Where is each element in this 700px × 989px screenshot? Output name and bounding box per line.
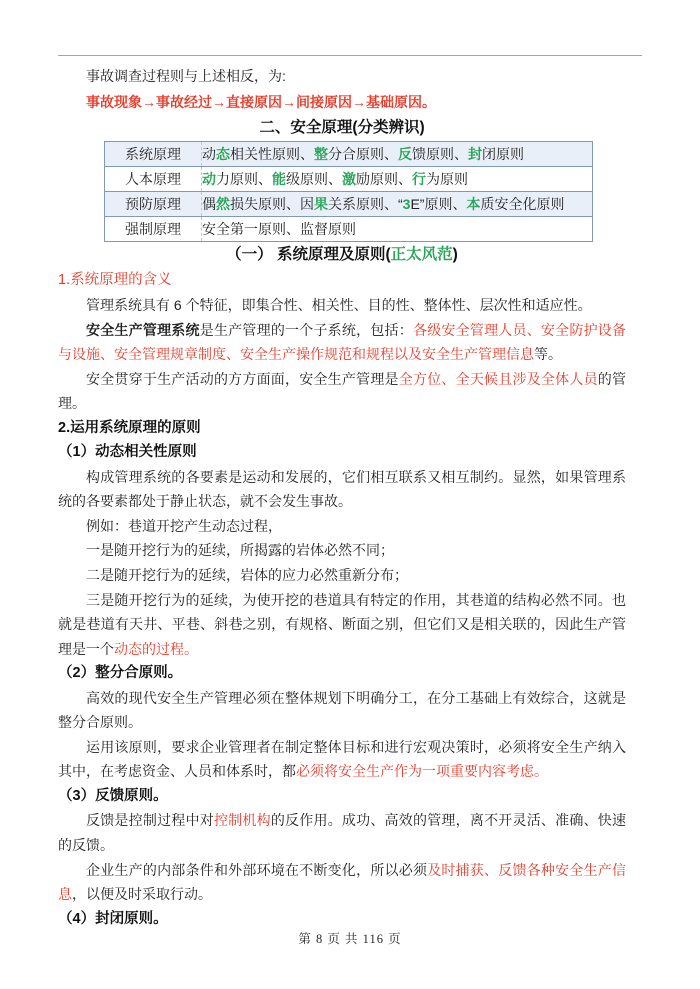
text-segment: 构成管理系统的各要素是运动和发展的，它们相互联系又相互制约。显然，如果管理系统的各要素都处于静止状态，就不会发生事故。: [58, 468, 626, 510]
text-segment: 安全第一原则、监督原则: [202, 221, 356, 237]
principle-heading-2: [58, 661, 626, 686]
text-segment: 二是随开挖行为的延续，岩体的应力必然重新分布；: [86, 567, 408, 584]
text-segment: 级原则、: [286, 171, 342, 187]
mnemonic-green-text: 反: [398, 146, 412, 162]
section-title: [58, 115, 626, 141]
red-heading-1: [58, 268, 626, 293]
text-segment: 三是随开挖行为的延续，为使开挖的巷道具有特定的作用，其巷道的结构必然不同。也就是巷道有天井、平巷、斜巷之别，有规格、断面之别，但它们又是相关联的，因此生产管理是一个: [58, 591, 626, 657]
text-segment: 相关性原则、: [230, 146, 314, 162]
paragraph: [58, 588, 626, 662]
text-segment: 闭原则: [482, 146, 524, 162]
table-row-content: [202, 167, 593, 192]
document-content: [58, 63, 626, 931]
safety-principles-table: [104, 141, 593, 242]
paragraph: [58, 858, 626, 907]
paragraph: [58, 465, 626, 514]
table-row-content: [202, 142, 593, 167]
text-segment: 安全贯穿于生产活动的方方面面，安全生产管理是: [86, 370, 399, 387]
text-segment: 为原则: [426, 171, 468, 187]
mnemonic-green-text: 整: [314, 146, 328, 162]
principle-heading-4: [58, 907, 626, 932]
text-segment: （3）反馈原则。: [58, 787, 168, 804]
highlight-red-text: 1.系统原理的含义: [58, 272, 172, 288]
mnemonic-green-text: 态: [216, 146, 230, 162]
header-rule: [58, 55, 642, 56]
table-row-content: [202, 217, 593, 242]
paragraph: [58, 735, 626, 784]
table-row: [105, 217, 593, 242]
table-row: [105, 167, 593, 192]
text-segment: ，以便及时采取行动。: [72, 886, 212, 903]
paragraph: [58, 318, 626, 367]
text-segment: ): [452, 246, 458, 263]
text-segment: 的反作用。成功、高效的管理，离不开灵活、准确、快速的反馈。: [58, 812, 627, 854]
heading-2: [58, 416, 626, 441]
text-segment: （一） 系统原理及原则(: [226, 246, 391, 263]
text-segment: （2）整分合原则。: [58, 665, 183, 682]
text-segment: 偶: [202, 196, 216, 212]
text-segment: 企业生产的内部条件和外部环境在不断变化，所以必须: [86, 861, 428, 878]
principle-heading-3: [58, 784, 626, 809]
paragraph: [58, 563, 626, 588]
table-row-label: 强制原理: [105, 217, 202, 242]
intro-line: [58, 63, 626, 89]
highlight-red-text: 必须将安全生产作为一项重要内容考虑。: [296, 763, 548, 780]
mnemonic-green-text: 能: [272, 171, 286, 187]
table-row-label: 人本原理: [105, 167, 202, 192]
page-footer: [0, 929, 700, 947]
subsection-title: [58, 242, 626, 268]
text-segment: 管理系统具有 6 个特征，即集合性、相关性、目的性、整体性、层次性和适应性。: [86, 297, 592, 313]
highlight-red-text: 各级安全管理人员、安全防护设备与设施、安全管理规章制度、安全生产操作规范和规程以及安全生产管理信息: [58, 321, 627, 363]
text-segment: 分合原则、: [328, 146, 398, 162]
mnemonic-green-text: 行: [412, 171, 426, 187]
text-segment: 动: [202, 146, 216, 162]
paragraph: [58, 293, 626, 318]
highlight-red-text: 控制机构: [213, 812, 271, 829]
table-row-label: 预防原理: [105, 192, 202, 217]
mnemonic-green-text: 正太风范: [390, 246, 453, 263]
text-segment: 安全生产管理系统: [86, 321, 200, 338]
page-number-text: 第 8 页 共 116 页: [298, 932, 402, 946]
mnemonic-green-text: 动: [202, 171, 216, 187]
mnemonic-green-text: 3: [402, 196, 411, 212]
text-segment: 质安全化原则: [480, 196, 565, 212]
text-segment: 例如：巷道开挖产生动态过程，: [86, 517, 282, 534]
text-segment: 2.运用系统原理的原则: [58, 419, 201, 436]
table-row-label: 系统原理: [105, 142, 202, 167]
paragraph: [58, 686, 626, 735]
paragraph: [58, 367, 626, 416]
text-segment: 关系原则、“: [328, 196, 403, 212]
paragraph: [58, 808, 626, 857]
text-segment: 二、安全原理(分类辨识): [259, 119, 425, 136]
highlight-red-text: 动态的过程。: [114, 640, 198, 657]
table-row-content: [202, 192, 593, 217]
mnemonic-green-text: 果: [314, 196, 328, 212]
mnemonic-green-text: 然: [216, 196, 230, 212]
text-segment: 馈原则、: [412, 146, 468, 162]
mnemonic-green-text: 本: [466, 196, 481, 212]
text-segment: 励原则、: [356, 171, 412, 187]
text-segment: 高效的现代安全生产管理必须在整体规划下明确分工，在分工基础上有效综合，这就是整分合原则。: [58, 689, 626, 731]
text-segment: 损失原则、因: [230, 196, 314, 212]
text-segment: 力原则、: [216, 171, 272, 187]
text-segment: 一是随开挖行为的延续，所揭露的岩体必然不同；: [86, 542, 394, 559]
text-segment: 是生产管理的一个子系统，包括：: [199, 321, 413, 338]
text-segment: 事故调查过程则与上述相反，为:: [86, 68, 286, 84]
table-row: [105, 142, 593, 167]
text-segment: E”原则、: [410, 196, 467, 212]
text-segment: 反馈是控制过程中对: [86, 812, 214, 829]
principle-heading-1: [58, 440, 626, 465]
accident-sequence-line: [58, 89, 626, 115]
highlight-red-text: 全方位、全天候且涉及全体人员: [398, 370, 598, 387]
paragraph: [58, 514, 626, 539]
highlight-red-text: 事故现象→事故经过→直接原因→间接原因→基础原因。: [86, 94, 436, 110]
mnemonic-green-text: 激: [342, 171, 356, 187]
paragraph: [58, 538, 626, 563]
text-segment: （4）封闭原则。: [58, 910, 168, 927]
text-segment: 的管理。: [58, 370, 627, 412]
text-segment: 等。: [534, 346, 562, 363]
mnemonic-green-text: 封: [468, 146, 482, 162]
text-segment: 运用该原则，要求企业管理者在制定整体目标和进行宏观决策时，必须将安全生产纳入其中，在考虑资金、人员和体系时，都: [58, 738, 626, 780]
highlight-red-text: 及时捕获、反馈各种安全生产信息: [58, 861, 626, 903]
table-row: [105, 192, 593, 217]
text-segment: （1）动态相关性原则: [58, 444, 197, 461]
